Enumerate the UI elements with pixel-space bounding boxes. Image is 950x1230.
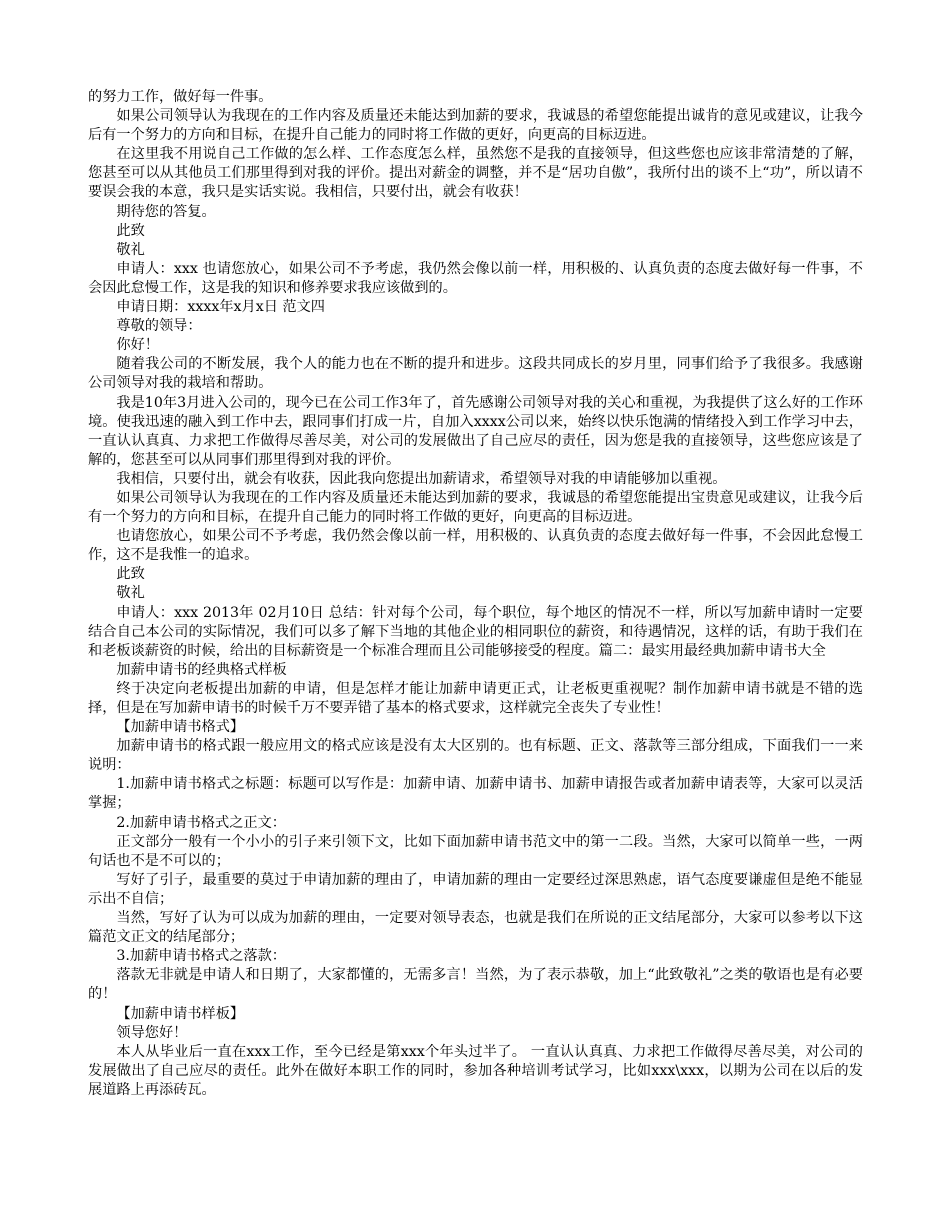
paragraph-22: 加薪申请书的格式跟一般应用文的格式应该是没有太大区别的。也有标题、正文、落款等三部分组成，下面我们一一来说明： <box>88 738 863 774</box>
paragraph-30: 【加薪申请书样板】 <box>116 1005 245 1022</box>
paragraph-8: 申请日期：xxxx年x月x日 范文四 <box>116 299 325 316</box>
paragraph-6: 敬礼 <box>116 241 145 258</box>
paragraph-29: 落款无非就是申请人和日期了，大家都懂的，无需多言！当然，为了表示恭敬，加上“此致敬礼”之类的敬语也是有必要的！ <box>88 967 863 1003</box>
paragraph-32: 本人从毕业后一直在xxx工作，至今已经是第xxx个年头过半了。 一直认认真真、力求把工作做得尽善尽美，对公司的发展做出了自己应尽的责任。此外在做好本职工作的同时，参加各种培训考试学习，比如xxx\xxx，以期为公司在以后的发展道路上再添砖瓦。 <box>88 1043 863 1098</box>
paragraph-7: 申请人：xxx 也请您放心，如果公司不予考虑，我仍然会像以前一样，用积极的、认真负责的态度去做好每一件事，不会因此怠慢工作，这是我的知识和修养要求我应该做到的。 <box>88 260 863 296</box>
paragraph-25: 正文部分一般有一个小小的引子来引领下文，比如下面加薪申请书范文中的第一二段。当然，大家可以简单一些，一两句话也不是不可以的； <box>88 833 863 869</box>
paragraph-19: 加薪申请书的经典格式样板 <box>116 661 287 678</box>
paragraph-27: 当然，写好了认为可以成为加薪的理由，一定要对领导表态，也就是我们在所说的正文结尾部分，大家可以参考以下这篇范文正文的结尾部分； <box>88 910 863 946</box>
paragraph-28: 3.加薪申请书格式之落款： <box>116 948 286 965</box>
paragraph-18: 申请人：xxx 2013年 02月10日 总结：针对每个公司，每个职位，每个地区的情况不一样，所以写加薪申请时一定要结合自己本公司的实际情况，我们可以多了解下当地的其他企业的相同职位的薪资，和待遇情况，这样的话，有助于我们在和老板谈薪资的时候，给出的目标薪资是一个标准合理而且公司能够接受的程度。篇二：最实用最经典加薪申请书大全 <box>88 604 863 659</box>
paragraph-14: 如果公司领导认为我现在的工作内容及质量还未能达到加薪的要求，我诚恳的希望您能提出宝贵意见或建议，让我今后有一个努力的方向和目标，在提升自己能力的同时将工作做的更好，向更高的目标迈进。 <box>88 489 863 526</box>
paragraph-15: 也请您放心，如果公司不予考虑，我仍然会像以前一样，用积极的、认真负责的态度去做好每一件事，不会因此怠慢工作，这不是我惟一的追求。 <box>88 528 863 564</box>
paragraph-10: 你好！ <box>116 337 159 354</box>
paragraph-4: 期待您的答复。 <box>116 203 216 220</box>
paragraph-12: 我是10年3月进入公司的，现今已在公司工作3年了，首先感谢公司领导对我的关心和重视，为我提供了这么好的工作环境。使我迅速的融入到工作中去，跟同事们打成一片，自加入xxxx公司以来，始终以快乐饱满的情绪投入到工作学习中去，一直认认真真、力求把工作做得尽善尽美，对公司的发展做出了自己应尽的责任，因为您是我的直接领导，这些您应该是了解的，您甚至可以从同事们那里得到对我的评价。 <box>88 394 863 468</box>
paragraph-13: 我相信，只要付出，就会有收获，因此我向您提出加薪请求，希望领导对我的申请能够加以重视。 <box>116 470 727 487</box>
paragraph-24: 2.加薪申请书格式之正文： <box>116 814 286 831</box>
paragraph-1: 的努力工作，做好每一件事。 <box>88 89 273 105</box>
paragraph-31: 领导您好！ <box>116 1024 188 1041</box>
paragraph-16: 此致 <box>116 566 145 583</box>
paragraph-11: 随着我公司的不断发展，我个人的能力也在不断的提升和进步。这段共同成长的岁月里，同事们给予了我很多。我感谢公司领导对我的栽培和帮助。 <box>88 356 863 392</box>
paragraph-17: 敬礼 <box>116 585 145 602</box>
paragraph-26: 写好了引子，最重要的莫过于申请加薪的理由了，申请加薪的理由一定要经过深思熟虑，语气态度要谦虚但是绝不能显示出不自信； <box>88 871 863 907</box>
paragraph-3: 在这里我不用说自己工作做的怎么样、工作态度怎么样，虽然您不是我的直接领导，但这些您也应该非常清楚的了解，您甚至可以从其他员工们那里得到对我的评价。提出对薪金的调整，并不是“居功自傲”，我所付出的谈不上“功”，所以请不要误会我的本意，我只是实话实说。我相信，只要付出，就会有收获！ <box>88 146 863 201</box>
paragraph-21: 【加薪申请书格式】 <box>116 719 245 736</box>
paragraph-23: 1.加薪申请书格式之标题：标题可以写作是：加薪申请、加薪申请书、加薪申请报告或者加薪申请表等，大家可以灵活掌握； <box>88 776 863 812</box>
document-body <box>88 88 863 1100</box>
paragraph-2: 如果公司领导认为我现在的工作内容及质量还未能达到加薪的要求，我诚恳的希望您能提出诚肯的意见或建议，让我今后有一个努力的方向和目标，在提升自己能力的同时将工作做的更好，向更高的目标迈进。 <box>88 108 863 144</box>
paragraph-5: 此致 <box>116 222 145 239</box>
paragraph-20: 终于决定向老板提出加薪的申请，但是怎样才能让加薪申请更正式，让老板更重视呢？制作加薪申请书就是不错的选择，但是在写加薪申请书的时候千万不要弄错了基本的格式要求，这样就完全丧失了专业性！ <box>88 680 863 716</box>
paragraph-9: 尊敬的领导： <box>116 318 202 335</box>
